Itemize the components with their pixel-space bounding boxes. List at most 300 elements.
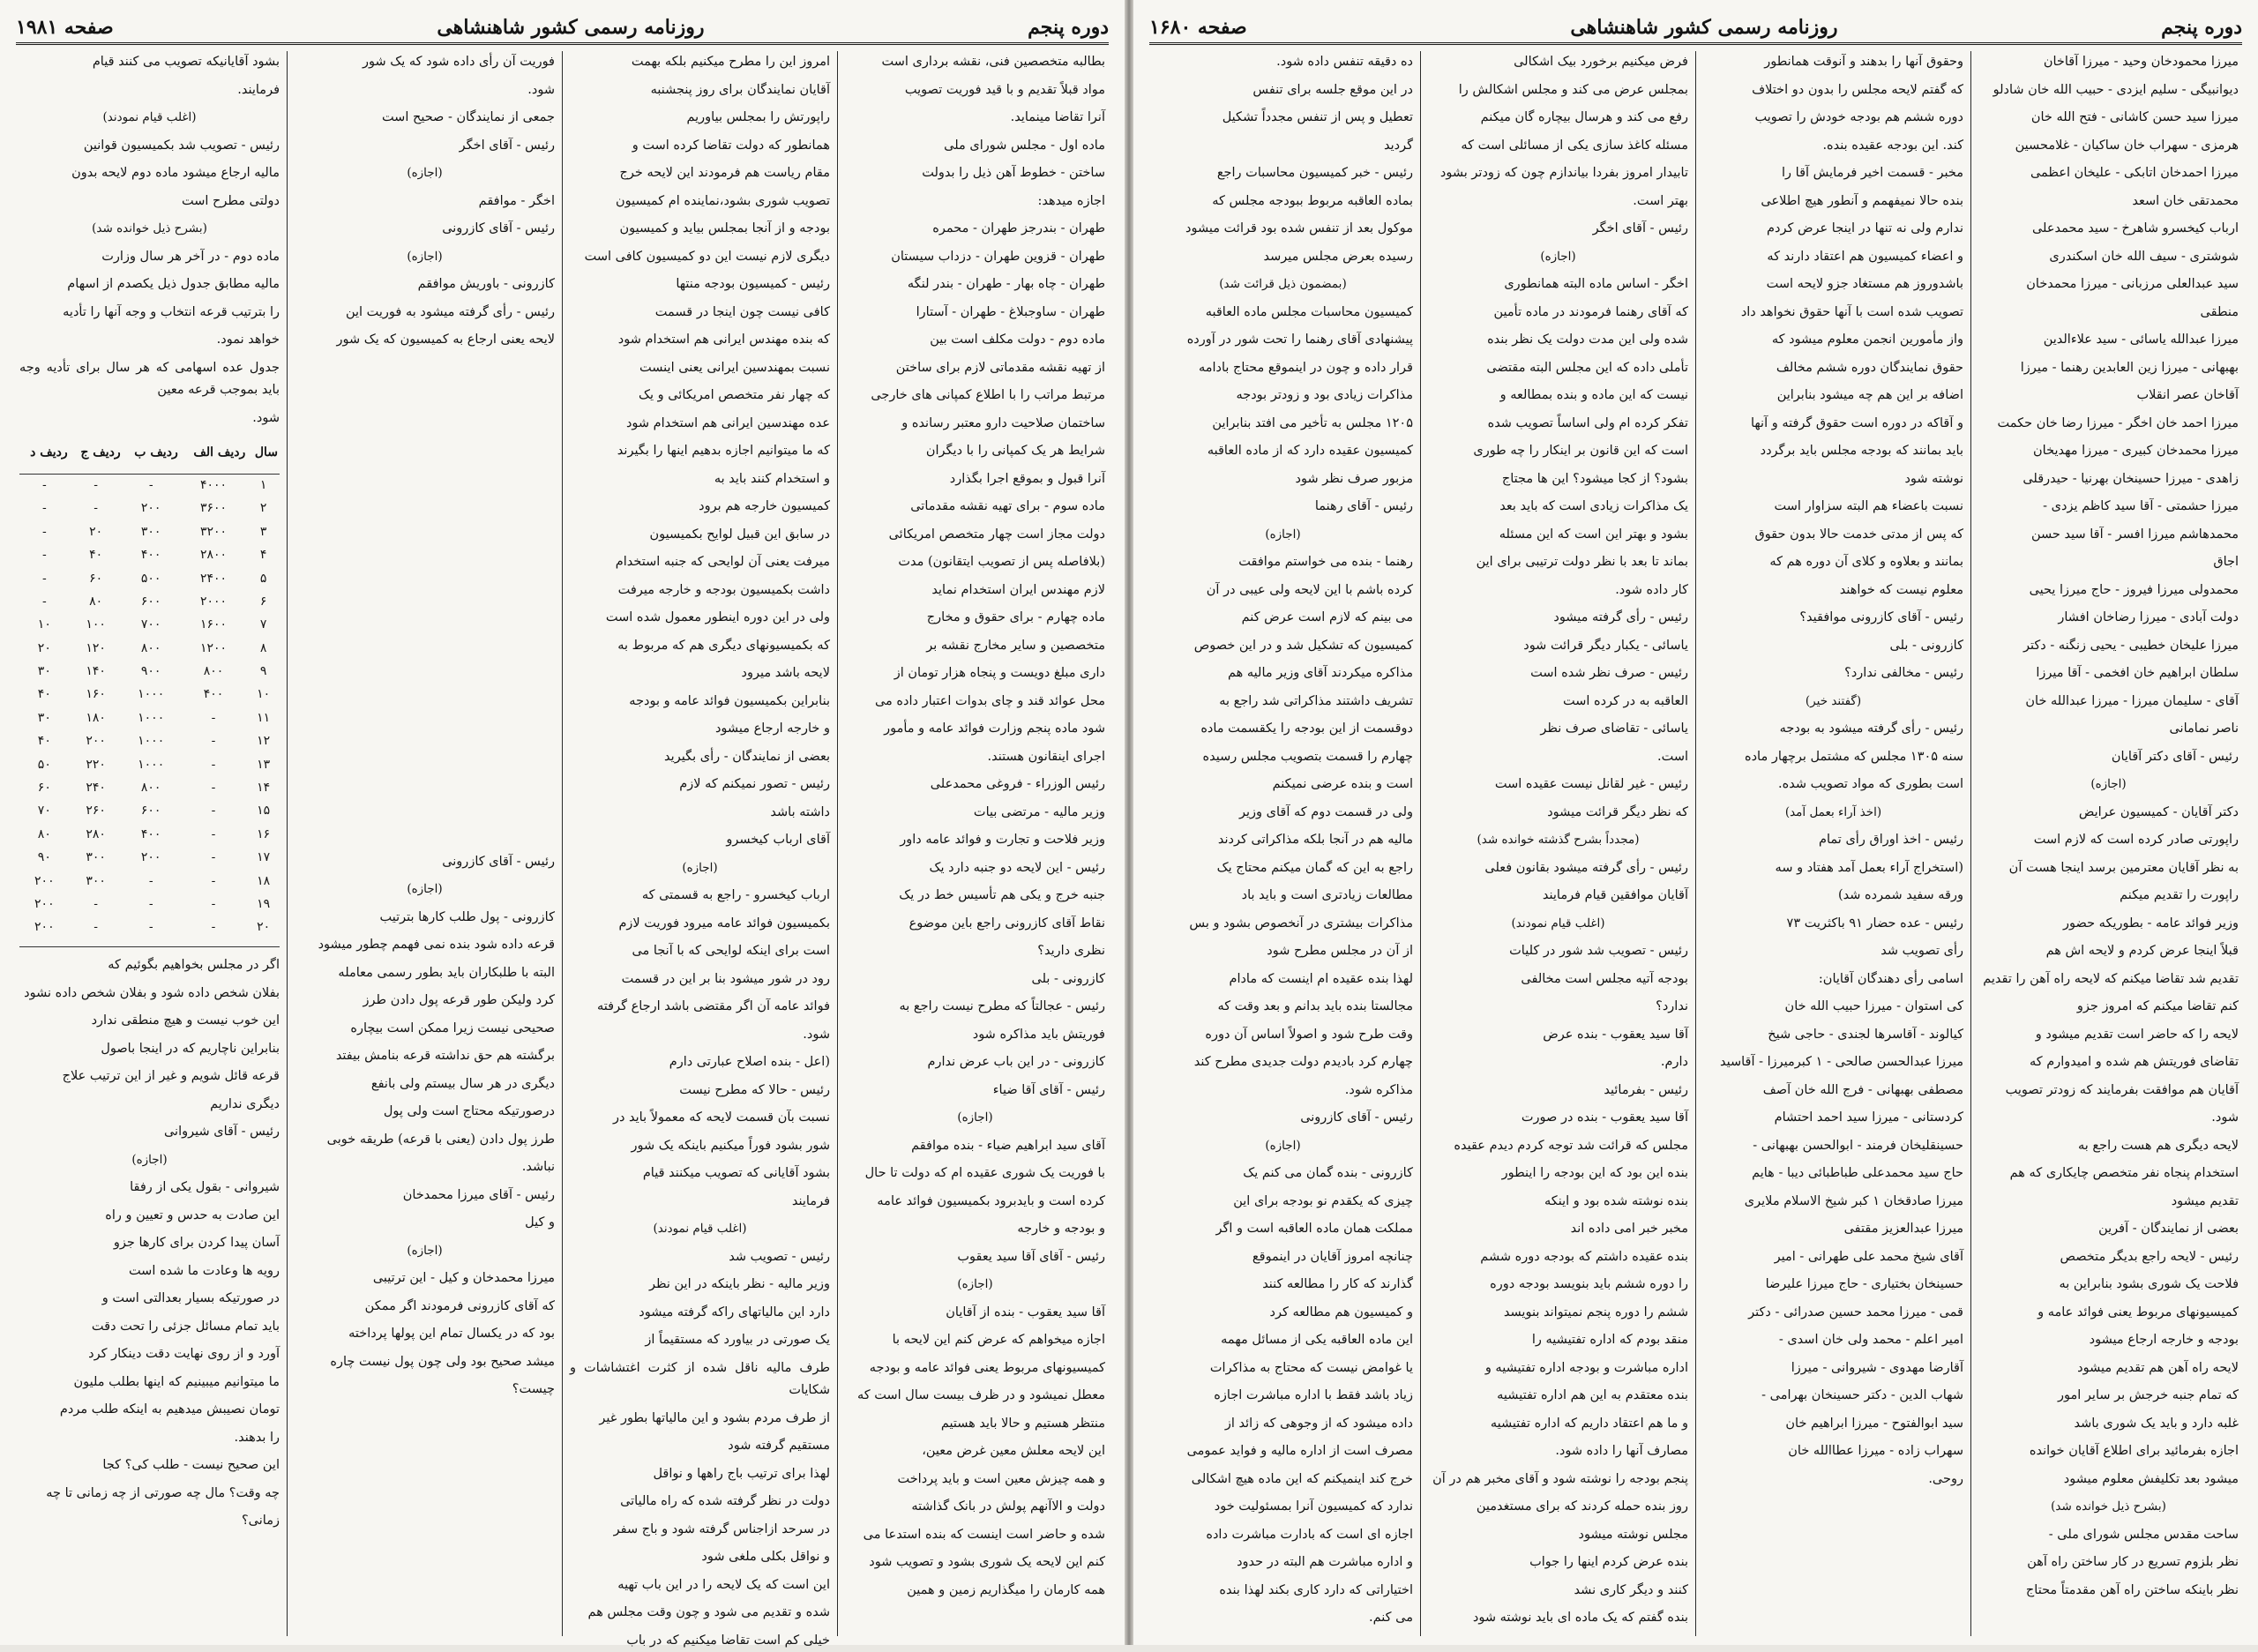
paragraph: (اجازه)	[845, 1274, 1105, 1297]
paragraph: را دوره ششم باید بنویسد بودجه دوره	[1428, 1274, 1688, 1297]
paragraph: وحقوق آنها را بدهند و آنوقت همانطور	[1703, 51, 1963, 74]
paragraph: تصویب شوری بشود،نماینده ام کمیسیون	[570, 191, 830, 213]
table-cell: ۱۸	[247, 870, 280, 893]
journal-title: روزنامه رسمی کشور شاهنشاهی	[437, 16, 704, 39]
paragraph: فرمایند	[570, 1191, 830, 1214]
paragraph: بنده نوشته شده بود و اینکه	[1428, 1191, 1688, 1214]
paragraph: رئیس - آقای شیروانی	[19, 1121, 280, 1144]
paragraph: میرزا عبدالحسن صالحی - ۱ کبرمیرزا - آقاسید	[1703, 1051, 1963, 1074]
paragraph: بودجه آتیه مجلس است مخالفی	[1428, 968, 1688, 991]
paragraph: (اجازه)	[1153, 524, 1413, 547]
table-header: ردیف ب	[123, 437, 180, 474]
paragraph: میشد صحیح بود ولی چون پول نیست چاره	[295, 1351, 555, 1374]
right-page-columns	[1146, 51, 2246, 1636]
text-column	[837, 51, 1112, 1636]
table-cell: ۸۰	[70, 590, 123, 613]
paragraph: آقایان نمایندگان برای روز پنجشنبه	[570, 79, 830, 102]
paragraph: العاقبه به در کرده است	[1428, 691, 1688, 714]
paragraph: دیگری لازم نیست این دو کمیسیون کافی است	[570, 246, 830, 269]
paragraph: میرزا علیخان خطیبی - یحیی زنگنه - دکتر	[1978, 635, 2239, 658]
table-cell: ۲۴۰	[70, 777, 123, 800]
paragraph: رئیس - آقای کازرونی	[295, 851, 555, 874]
table-cell: -	[180, 777, 248, 800]
table-cell: -	[180, 823, 248, 846]
table-cell: ۶۰	[19, 777, 70, 800]
paragraph: دولت مجاز است چهار متخصص امریکائی	[845, 524, 1105, 547]
table-row	[19, 684, 280, 706]
paragraph: ماده دوم - دولت مکلف است بین	[845, 329, 1105, 352]
paragraph: محمدتقی خان اسعد	[1978, 191, 2239, 213]
paragraph: (اجازه)	[295, 1240, 555, 1263]
table-row	[19, 544, 280, 567]
paragraph: میشود بعد تکلیفش معلوم میشود	[1978, 1469, 2239, 1491]
table-cell: ۸۰۰	[123, 777, 180, 800]
paragraph: رئیس - حالا که مطرح نیست	[570, 1080, 830, 1103]
paragraph: این لایحه معلش معین غرض معین،	[845, 1440, 1105, 1463]
paragraph: رهنما - بنده می خواستم موافقت	[1153, 551, 1413, 574]
page-fold	[1125, 0, 1133, 1645]
paragraph: پنجم بودجه را نوشته شود و آقای مخبر هم در آن	[1428, 1469, 1688, 1491]
paragraph: ورقه سفید شمرده شد)	[1703, 885, 1963, 908]
paragraph: آقایان موافقین قیام فرمایند	[1428, 885, 1688, 908]
paragraph: آقارضا مهدوی - شیروانی - میرزا	[1703, 1357, 1963, 1380]
session-label: دوره پنجم	[1028, 16, 1109, 39]
paragraph: سلطان ابراهیم خان افخمی - آقا میرزا	[1978, 662, 2239, 685]
table-cell: ۲۶۰	[70, 800, 123, 823]
paragraph: که آقای رهنما فرمودند در ماده تأمین	[1428, 302, 1688, 325]
paragraph: رئیس - رأی گرفته میشود	[1428, 607, 1688, 630]
table-row	[19, 474, 280, 497]
paragraph: همانطور که دولت تقاضا کرده است و	[570, 135, 830, 158]
table-cell: ۲۸۰۰	[180, 544, 248, 567]
table-row	[19, 590, 280, 613]
paragraph: و خارجه ارجاع میشود	[570, 718, 830, 741]
paragraph: شور بشود فوراً میکنیم باینکه یک شور	[570, 1135, 830, 1158]
paragraph: لایحه راه آهن هم تقدیم میشود	[1978, 1357, 2239, 1380]
paragraph: بکمیسیون فوائد عامه میرود فوریت لازم	[570, 913, 830, 936]
paragraph: بهبهانی - میرزا زین العابدین رهنما - میرزا	[1978, 357, 2239, 380]
table-header: سال	[247, 437, 280, 474]
paragraph: ساختمان صلاحیت دارو معتبر رسانده و	[845, 413, 1105, 436]
paragraph: شهاب الدین - دکتر حسینخان بهرامی -	[1703, 1385, 1963, 1408]
table-cell: ۴۰	[70, 544, 123, 567]
paragraph: مملکت همان ماده العاقبه است و اگر	[1153, 1218, 1413, 1241]
table-cell: ۱۴	[247, 777, 280, 800]
paragraph: بنده گفتم که یک ماده ای باید نوشته شود	[1428, 1607, 1688, 1630]
paragraph: ماده دوم - در آخر هر سال وزارت	[19, 246, 280, 269]
table-cell: -	[19, 590, 70, 613]
paragraph: شود.	[1978, 1107, 2239, 1130]
paragraph: اسامی رأی دهندگان آقایان:	[1703, 968, 1963, 991]
table-row	[19, 847, 280, 870]
left-page-header	[16, 12, 1109, 45]
paragraph: (گفتند خیر)	[1703, 691, 1963, 714]
paragraph: رئیس - آقای اخگر	[1428, 218, 1688, 241]
paragraph: لایحه را که حاضر است تقدیم میشود و	[1978, 1024, 2239, 1047]
paragraph: سهراب زاده - میرزا عطاالله خان	[1703, 1440, 1963, 1463]
paragraph: مالیه ارجاع میشود ماده دوم لایحه بدون	[19, 162, 280, 185]
paragraph: سید ابوالفتوح - میرزا ابراهیم خان	[1703, 1413, 1963, 1436]
paragraph: این صحیح نیست - طلب کی؟ کجا	[19, 1454, 280, 1477]
table-cell: ۱۱	[247, 706, 280, 729]
paragraph: جنبه خرج و یکی هم تأسیس خط در یک	[845, 885, 1105, 908]
table-cell: ۱۲۰۰	[180, 637, 248, 660]
table-cell: -	[19, 520, 70, 543]
paragraph: محمدهاشم میرزا افسر - آقا سید حسن	[1978, 524, 2239, 547]
paragraph: آقای ارباب کیخسرو	[570, 829, 830, 852]
paragraph: نوشته شود	[1703, 468, 1963, 491]
paragraph: تقاضای فوریتش هم شده و امیدوارم که	[1978, 1051, 2239, 1074]
paragraph: یک مذاکرات زیادی است که باید بعد	[1428, 496, 1688, 519]
paragraph: بودجه و از آنجا بمجلس بیاید و کمیسیون	[570, 218, 830, 241]
paragraph: چه وقت؟ مال چه صورتی از چه زمانی تا چه	[19, 1483, 280, 1506]
text-column	[1420, 51, 1695, 1636]
paragraph: رئیس - بفرمائید	[1428, 1080, 1688, 1103]
table-row	[19, 916, 280, 939]
paragraph: صحیحی نیست زیرا ممکن است بیچاره	[295, 1018, 555, 1041]
table-cell: ۳۲۰۰	[180, 520, 248, 543]
paragraph: دولت و الاآنهم پولش در بانک گذاشته	[845, 1496, 1105, 1519]
table-row	[19, 893, 280, 916]
paragraph: یک صورتی در بیاورد که مستقیماً از	[570, 1329, 830, 1352]
paragraph: مالیه هم در آنجا بلکه مذاکراتی کردند	[1153, 829, 1413, 852]
paragraph: کار داده شود.	[1428, 579, 1688, 602]
paragraph: است.	[1428, 746, 1688, 769]
table-row	[19, 567, 280, 590]
paragraph: است برای اینکه لوایحی که با آنجا می	[570, 940, 830, 963]
paragraph: مذاکرات زیادی بود و زودتر بودجه	[1153, 385, 1413, 407]
paragraph: راپورتی صادر کرده است که لازم است	[1978, 829, 2239, 852]
table-cell: ۱۰۰	[70, 614, 123, 637]
table-cell: ۱۰۰۰	[123, 730, 180, 753]
paragraph: مالیه مطابق جدول ذیل یکصدم از اسهام	[19, 273, 280, 296]
paragraph: کمیسیونهای مربوط یعنی فوائد عامه و	[1978, 1302, 2239, 1325]
paragraph: یا غوامض نیست که محتاج به مذاکرات	[1153, 1357, 1413, 1380]
paragraph: و استخدام کنند باید به	[570, 468, 830, 491]
paragraph: روز بنده حمله کردند که برای مستغدمین	[1428, 1496, 1688, 1519]
paragraph: لازم مهندس ایران استخدام نماید	[845, 579, 1105, 602]
paragraph: فوریت آن رأی داده شود که یک شور	[295, 51, 555, 74]
paragraph: که بکمیسیونهای دیگری هم که مربوط به	[570, 635, 830, 658]
table-cell: ۳۶۰۰	[180, 497, 248, 520]
paragraph: آسان پیدا کردن برای کارها جزو	[19, 1232, 280, 1255]
table-cell: ۶۰	[70, 567, 123, 590]
paragraph: میرزا عبدالعزیز مقتفی	[1703, 1218, 1963, 1241]
paragraph: میرزا عبدالله یاسائی - سید علاءالدین	[1978, 329, 2239, 352]
paragraph: کازرونی - بلی	[845, 968, 1105, 991]
table-cell: ۱۸۰	[70, 706, 123, 729]
paragraph: مسئله کاغذ سازی یکی از مسائلی است که	[1428, 135, 1688, 158]
paragraph: جدول عده اسهامی که هر سال برای تأدیه وجه باید بموجب قرعه معین	[19, 357, 280, 402]
paragraph: کی استوان - میرزا حبیب الله خان	[1703, 996, 1963, 1019]
paragraph: رئیس - صرف نظر شده است	[1428, 662, 1688, 685]
paragraph: آقا سید یعقوب - بنده عرض	[1428, 1024, 1688, 1047]
paragraph: اضافه بر این هم چه میشود بنابراین	[1703, 385, 1963, 407]
table-cell: ۴۰۰	[123, 823, 180, 846]
table-cell: ۲۰۰	[123, 847, 180, 870]
paragraph: لهذا برای ترتیب باج راهها و نواقل	[570, 1463, 830, 1486]
paragraph: اختیاراتی که دارد کاری بکند لهذا بنده	[1153, 1580, 1413, 1603]
table-cell: ۱۲	[247, 730, 280, 753]
table-cell: -	[123, 893, 180, 916]
table-cell: ۸۰۰	[123, 637, 180, 660]
paragraph: جمعی از نمایندگان - صحیح است	[295, 107, 555, 130]
paragraph: رئیس - عجالتاً که مطرح نیست راجع به	[845, 996, 1105, 1019]
paragraph: لهذا بنده عقیده ام اینست که مادام	[1153, 968, 1413, 991]
paragraph: مرتبط مراتب را با اطلاع کمپانی های خارجی	[845, 385, 1105, 407]
paragraph: وزیر فوائد عامه - بطوریکه حضور	[1978, 913, 2239, 936]
paragraph: دیگری نداریم	[19, 1094, 280, 1117]
paragraph: با فوریت یک شوری عقیده ام که دولت تا حال	[845, 1162, 1105, 1185]
table-cell: ۶۰۰	[123, 590, 180, 613]
paragraph: (بمضمون ذیل قرائت شد)	[1153, 273, 1413, 296]
paragraph: بشود آقایانیکه تصویب می کنند قیام	[19, 51, 280, 74]
paragraph: می کنم.	[1153, 1607, 1413, 1630]
paragraph: مصرف است از اداره مالیه و فواید عمومی	[1153, 1440, 1413, 1463]
paragraph: اجازه میدهد:	[845, 191, 1105, 213]
paragraph: تقدیم میشود	[1978, 1191, 2239, 1214]
paragraph: ماده اول - مجلس شورای ملی	[845, 135, 1105, 158]
paragraph: بفلان شخص داده شود و بفلان شخص داده نشود	[19, 983, 280, 1005]
table-cell: ۱۶	[247, 823, 280, 846]
paragraph: نظر بلزوم تسریع در کار ساختن راه آهن	[1978, 1551, 2239, 1574]
paragraph: بنده عرض کردم اینها را جواب	[1428, 1551, 1688, 1574]
table-cell: ۱۰۰۰	[123, 706, 180, 729]
paragraph: شوشتری - سیف الله خان اسکندری	[1978, 246, 2239, 269]
paragraph: کمیسیون که تشکیل شد و در این خصوص	[1153, 635, 1413, 658]
paragraph: منطقی	[1978, 302, 2239, 325]
table-cell: ۱۵	[247, 800, 280, 823]
paragraph: میرزا حشمتی - آقا سید کاظم یزدی -	[1978, 496, 2239, 519]
table-cell: ۴۰	[19, 684, 70, 706]
paragraph: از طرف مردم بشود و این مالیاتها بطور غیر	[570, 1408, 830, 1431]
table-cell: ۶۰۰	[123, 800, 180, 823]
paragraph: فوریتش باید مذاکره شود	[845, 1024, 1105, 1047]
paragraph: ما میتوانیم میبینیم که اینها بطلب ملیون	[19, 1372, 280, 1394]
paragraph: موکول بعد از تنفس شده بود قرائت میشود	[1153, 218, 1413, 241]
table-cell: ۳۰۰	[70, 870, 123, 893]
paragraph: این صادت به حدس و تعیین و راه	[19, 1205, 280, 1228]
paragraph: البته با طلبکاران باید بطور رسمی معامله	[295, 962, 555, 985]
paragraph: مجلس نوشته میشود	[1428, 1524, 1688, 1547]
paragraph: کنم تقاضا میکنم که امروز جزو	[1978, 996, 2239, 1019]
paragraph: کمیسیون خارجه هم برود	[570, 496, 830, 519]
paragraph: (اجازه)	[1153, 1135, 1413, 1158]
paragraph: واز مأمورین انجمن معلوم میشود که	[1703, 329, 1963, 352]
paragraph: کیالوند - آقاسرها لجندی - حاجی شیخ	[1703, 1024, 1963, 1047]
paragraph: نظر باینکه ساختن راه آهن مقدمتاً محتاج	[1978, 1580, 2239, 1603]
paragraph: یاسائی - یکبار دیگر قرائت شود	[1428, 635, 1688, 658]
paragraph: طرف مالیه ناقل شده از کثرت اغتشاشات و شکایات	[570, 1357, 830, 1402]
paragraph: همه کارمان را میگذاریم زمین و همین	[845, 1580, 1105, 1603]
table-cell: ۱۰۰۰	[123, 753, 180, 776]
table-cell: -	[180, 706, 248, 729]
paragraph: رویه ها وعادت ما شده است	[19, 1260, 280, 1283]
paragraph: مجالستا بنده باید بدانم و بعد وقت که	[1153, 996, 1413, 1019]
table-cell: ۵۰	[19, 753, 70, 776]
paragraph: امیر اعلم - محمد ولی خان اسدی -	[1703, 1329, 1963, 1352]
journal-title: روزنامه رسمی کشور شاهنشاهی	[1570, 16, 1837, 39]
paragraph: مذاکرات بیشتری در آنخصوص بشود و بس	[1153, 913, 1413, 936]
paragraph: حسینخان بختیاری - حاج میرزا علیرضا	[1703, 1274, 1963, 1297]
paragraph: که پس از مدتی خدمت حالا بدون حقوق	[1703, 524, 1963, 547]
paragraph: بشود؟ از کجا میشود؟ این ها مجتاج	[1428, 468, 1688, 491]
paragraph: که آقای کازرونی فرمودند اگر ممکن	[295, 1296, 555, 1319]
paragraph: دولت در نظر گرفته شده که راه مالیاتی	[570, 1491, 830, 1514]
table-cell: ۲۸۰	[70, 823, 123, 846]
paragraph: (اجازه)	[295, 246, 555, 269]
paragraph: زاهدی - میرزا حسینخان بهرنیا - حیدرقلی	[1978, 468, 2239, 491]
table-header-row	[19, 437, 280, 474]
paragraph: اداره مباشرت و بودجه اداره تفتیشیه و	[1428, 1357, 1688, 1380]
paragraph: طهران - ساوجبلاغ - طهران - آستارا	[845, 302, 1105, 325]
table-row	[19, 706, 280, 729]
table-cell: ۸۰۰	[180, 661, 248, 684]
paragraph: و آقاکه در دوره است حقوق گرفته و آنها	[1703, 413, 1963, 436]
table-cell: ۳۰۰	[123, 520, 180, 543]
paragraph: تأملی داده که این مجلس البته مقتضی	[1428, 357, 1688, 380]
paragraph: (اجازه)	[295, 878, 555, 901]
paragraph: میرفت یعنی آن لوایحی که جنبه استخدام	[570, 551, 830, 574]
paragraph: تشریف داشتند مذاکراتی شد راجع به	[1153, 691, 1413, 714]
paragraph: لایحه یعنی ارجاع به کمیسیون که یک شور	[295, 329, 555, 352]
paragraph: این است که یک لایحه را در این باب تهیه	[570, 1574, 830, 1597]
table-cell: ۱	[247, 474, 280, 497]
paragraph: دیگری در هر سال بیستم ولی بانفع	[295, 1073, 555, 1096]
table-cell: -	[123, 474, 180, 497]
table-cell: ۱۶۰۰	[180, 614, 248, 637]
table-cell: -	[19, 497, 70, 520]
paragraph: معطل نمیشود و در ظرف بیست سال است که	[845, 1385, 1105, 1408]
paragraph: رئیس - کمیسیون بودجه منتها	[570, 273, 830, 296]
table-cell: ۲۰	[70, 520, 123, 543]
paragraph: بشود و بهتر این است که این مسئله	[1428, 524, 1688, 547]
paragraph: و بودجه و خارجه	[845, 1218, 1105, 1241]
paragraph: درصورتیکه محتاج است ولی پول	[295, 1101, 555, 1124]
paragraph: و کمیسیون هم مطالعه کرد	[1153, 1302, 1413, 1325]
table-cell: ۴۰۰	[180, 684, 248, 706]
paragraph: کرده است و بایدبرود بکمیسیون فوائد عامه	[845, 1191, 1105, 1214]
paragraph: پیشنهادی آقای رهنما را تحت شور در آورده	[1153, 329, 1413, 352]
table-cell: ۳۰۰	[70, 847, 123, 870]
table-row	[19, 823, 280, 846]
paragraph: (اغلب قیام نمودند)	[1428, 913, 1688, 936]
paragraph: (اجازه)	[19, 1149, 280, 1172]
paragraph: آقا سید یعقوب - بنده در صورت	[1428, 1107, 1688, 1130]
paragraph: آقاخان عصر انقلاب	[1978, 385, 2239, 407]
table-header: ردیف الف	[180, 437, 248, 474]
paragraph: اجرای اینقانون هستند.	[845, 746, 1105, 769]
paragraph: ششم را دوره پنجم نمیتواند بنویسد	[1428, 1302, 1688, 1325]
table-cell: ۲۲۰	[70, 753, 123, 776]
paragraph: قبلاً اینجا عرض کردم و لایحه اش هم	[1978, 940, 2239, 963]
paragraph: خیلی کم است تقاضا میکنیم که در باب	[570, 1630, 830, 1652]
paragraph: لایحه باشد میرود	[570, 662, 830, 685]
paragraph: کمیسیون محاسبات مجلس ماده العاقبه	[1153, 302, 1413, 325]
paragraph: دارم.	[1428, 1051, 1688, 1074]
table-cell: -	[180, 800, 248, 823]
paragraph: دولتی مطرح است	[19, 191, 280, 213]
paragraph: بماند تا بعد با نظر دولت ترتیبی برای این	[1428, 551, 1688, 574]
paragraph: رئیس - رأی گرفته میشود بقانون فعلی	[1428, 857, 1688, 880]
paragraph: که گفتم لایحه مجلس را بدون دو اختلاف	[1703, 79, 1963, 102]
paragraph: بعضی از نمایندگان - آفرین	[1978, 1218, 2239, 1241]
table-cell: ۸	[247, 637, 280, 660]
paragraph: وزیر مالیه - نظر باینکه در این نظر	[570, 1274, 830, 1297]
paragraph: خواهد نمود.	[19, 329, 280, 352]
paragraph: شده و تقدیم می شود و چون وقت مجلس هم	[570, 1602, 830, 1625]
paragraph: داده میشود که از وجوهی که زائد از	[1153, 1413, 1413, 1436]
paragraph: چیزی که یکقدم نو بودجه برای این	[1153, 1191, 1413, 1214]
paragraph: بنابراین بکمیسیون فوائد عامه و بودجه	[570, 691, 830, 714]
paragraph: راپورتش را بمجلس بیاوریم	[570, 107, 830, 130]
table-cell: -	[70, 893, 123, 916]
paragraph: رئیس - مخالفی ندارد؟	[1703, 662, 1963, 685]
paragraph: رسیده بعرض مجلس میرسد	[1153, 246, 1413, 269]
paragraph: مذاکره شود.	[1153, 1080, 1413, 1103]
paragraph: (اعل - بنده اصلاح عبارتی دارم	[570, 1051, 830, 1074]
paragraph: نیست که این ماده و بنده بمطالعه و	[1428, 385, 1688, 407]
paragraph: بمجلس عرض می کند و مجلس اشکالش را	[1428, 79, 1688, 102]
paragraph: در سابق این قبیل لوایح بکمیسیون	[570, 524, 830, 547]
paragraph: اجازه بفرمائید برای اطلاع آقایان خوانده	[1978, 1440, 2239, 1463]
paragraph: داشته باشد	[570, 802, 830, 825]
paragraph: (اغلب قیام نمودند)	[570, 1218, 830, 1241]
table-row	[19, 800, 280, 823]
paragraph: تقدیم شد تقاضا میکنم که لایحه راه آهن را تقدیم	[1978, 968, 2239, 991]
paragraph: آقای - سلیمان میرزا - میرزا عبدالله خان	[1978, 691, 2239, 714]
paragraph: آقایان هم موافقت بفرمایند که زودتر تصویب	[1978, 1080, 2239, 1103]
paragraph: مزبور صرف نظر شود	[1153, 468, 1413, 491]
table-cell: -	[180, 753, 248, 776]
paragraph: تفکر کرده ام ولی اساساً تصویب شده	[1428, 413, 1688, 436]
paragraph: بودجه و خارجه ارجاع میشود	[1978, 1329, 2239, 1352]
paragraph: راجع به این که گمان میکنم محتاج یک	[1153, 857, 1413, 880]
paragraph: منتظر هستیم و حالا باید هستیم	[845, 1413, 1105, 1436]
paragraph: طرز پول دادن (یعنی با قرعه) طریقه خوبی	[295, 1129, 555, 1152]
paragraph: بنده این بود که این بودجه را اینطور	[1428, 1162, 1688, 1185]
paragraph: تابیدار امروز بفردا بیاندازم چون که زودتر بشود	[1428, 162, 1688, 185]
paragraph: دیوانبیگی - سلیم ایزدی - حبیب الله خان شادلو	[1978, 79, 2239, 102]
table-cell: -	[19, 544, 70, 567]
paragraph: آقای شیخ محمد علی طهرانی - امیر	[1703, 1246, 1963, 1269]
table-cell: ۲۰۰	[19, 893, 70, 916]
paragraph: اخگر - موافقم	[295, 191, 555, 213]
paragraph: (مجدداً بشرح گذشته خوانده شد)	[1428, 829, 1688, 852]
paragraph: داری مبلغ دویست و پنجاه هزار تومان از	[845, 662, 1105, 685]
paragraph: مستقیم گرفته شود	[570, 1435, 830, 1458]
paragraph: شرایط هر یک کمپانی را با دیگران	[845, 440, 1105, 463]
paragraph: راپورت را تقدیم میکنم	[1978, 885, 2239, 908]
paragraph: بمانند و بعلاوه و کلای آن دوره هم که	[1703, 551, 1963, 574]
paragraph: (اغلب قیام نمودند)	[19, 107, 280, 130]
paragraph: آقای سید ابراهیم ضیاء - بنده موافقم	[845, 1135, 1105, 1158]
paragraph: از تهیه نقشه مقدماتی لازم برای ساختن	[845, 357, 1105, 380]
paragraph: (بلافاصله پس از تصویب ایتقانون) مدت	[845, 551, 1105, 574]
paragraph: میرزا احمدخان اتابکی - علیخان اعظمی	[1978, 162, 2239, 185]
paragraph: (بشرح ذیل خوانده شد)	[19, 218, 280, 241]
paragraph: ماده سوم - برای تهیه نقشه مقدماتی	[845, 496, 1105, 519]
table-cell: ۲۰	[247, 916, 280, 939]
paragraph: محمدولی میرزا فیروز - حاج میرزا یحیی	[1978, 579, 2239, 602]
paragraph: (اجازه)	[845, 1107, 1105, 1130]
page-number: صفحه ۱۶۸۰	[1149, 16, 1247, 39]
table-cell: -	[180, 730, 248, 753]
table-cell: -	[180, 916, 248, 939]
paragraph: اجازه میخواهم که عرض کنم این لایحه با	[845, 1329, 1105, 1352]
paragraph: رئیس - تصور نمیکنم که لازم	[570, 774, 830, 796]
paragraph: چیست؟	[295, 1379, 555, 1402]
